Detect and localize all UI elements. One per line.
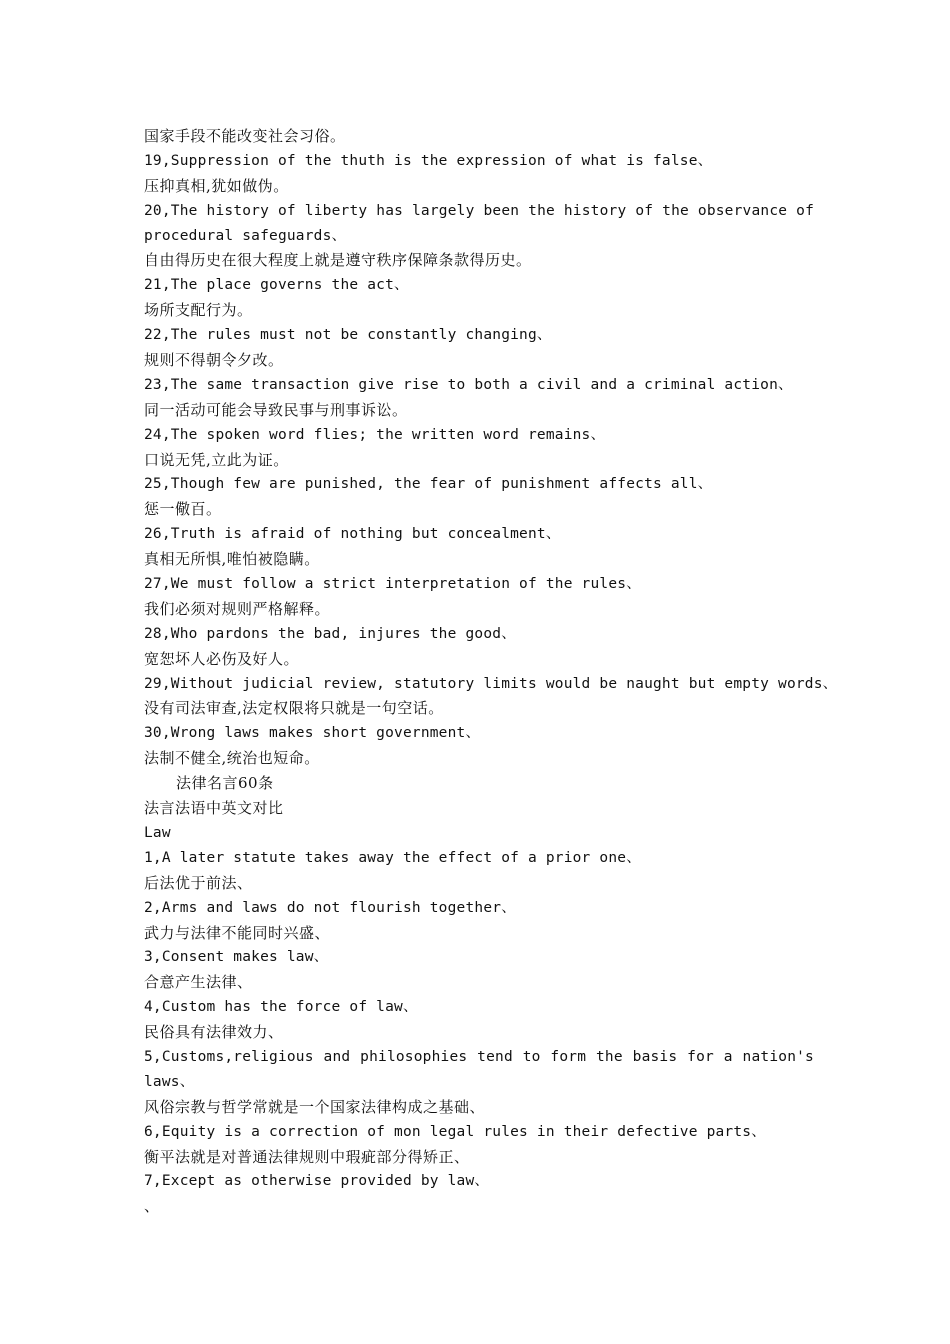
text-line: 宽恕坏人必伤及好人。 xyxy=(144,649,300,668)
text-line: 武力与法律不能同时兴盛、 xyxy=(144,923,331,942)
text-line: 28,Who pardons the bad, injures the good、 xyxy=(144,625,516,642)
text-line: 7,Except as otherwise provided by law、 xyxy=(144,1173,490,1190)
text-line: 法制不健全,统治也短命。 xyxy=(144,749,320,768)
text-line: 25,Though few are punished, the fear of punishment affects all、 xyxy=(144,476,713,493)
text-line: 19,Suppression of the thuth is the expression of what is false、 xyxy=(144,152,713,169)
text-line: 自由得历史在很大程度上就是遵守秩序保障条款得历史。 xyxy=(144,251,532,270)
text-line: 29,Without judicial review, statutory limits would be naught but empty words、 xyxy=(144,675,838,692)
text-line: 惩一儆百。 xyxy=(144,500,222,519)
text-line: 衡平法就是对普通法律规则中瑕疵部分得矫正、 xyxy=(144,1147,470,1166)
text-line: 6,Equity is a correction of mon legal rules in their defective parts、 xyxy=(144,1123,766,1140)
text-line: 真相无所惧,唯怕被隐瞒。 xyxy=(144,550,320,569)
section-subheading: 法言法语中英文对比 xyxy=(144,799,284,818)
text-line: procedural safeguards、 xyxy=(144,227,347,244)
text-line: 国家手段不能改变社会习俗。 xyxy=(144,127,346,145)
text-line: 同一活动可能会导致民事与刑事诉讼。 xyxy=(144,400,408,419)
text-line: 我们必须对规则严格解释。 xyxy=(144,599,331,618)
text-line: 、 xyxy=(144,1197,160,1216)
section-heading: 法律名言60条 xyxy=(176,774,274,793)
section-label: Law xyxy=(144,824,171,841)
text-line: 口说无凭,立此为证。 xyxy=(144,450,289,469)
text-line: 后法优于前法、 xyxy=(144,873,253,892)
text-line: 合意产生法律、 xyxy=(144,973,253,992)
text-line: 没有司法审查,法定权限将只就是一句空话。 xyxy=(144,699,444,718)
text-line: 2,Arms and laws do not flourish together、 xyxy=(144,899,516,916)
text-line: laws、 xyxy=(144,1073,195,1090)
text-line: 5,Customs,religious and philosophies tend to form the basis for a nation's xyxy=(144,1048,814,1065)
text-line: 23,The same transaction give rise to both a civil and a criminal action、 xyxy=(144,376,793,393)
text-line: 26,Truth is afraid of nothing but concealment、 xyxy=(144,526,561,543)
text-line: 4,Custom has the force of law、 xyxy=(144,999,418,1016)
text-line: 压抑真相,犹如做伪。 xyxy=(144,176,289,195)
text-line: 20,The history of liberty has largely been the history of the observance of xyxy=(144,202,814,219)
text-line: 风俗宗教与哲学常就是一个国家法律构成之基础、 xyxy=(144,1097,486,1116)
text-line: 3,Consent makes law、 xyxy=(144,949,329,966)
text-line: 民俗具有法律效力、 xyxy=(144,1023,284,1042)
text-line: 30,Wrong laws makes short government、 xyxy=(144,725,481,742)
text-line: 场所支配行为。 xyxy=(144,301,253,320)
text-line: 24,The spoken word flies; the written word remains、 xyxy=(144,426,606,443)
text-line: 1,A later statute takes away the effect of a prior one、 xyxy=(144,849,641,866)
text-line: 27,We must follow a strict interpretation of the rules、 xyxy=(144,576,641,593)
text-line: 22,The rules must not be constantly changing、 xyxy=(144,327,552,344)
text-line: 规则不得朝令夕改。 xyxy=(144,351,284,370)
text-line: 21,The place governs the act、 xyxy=(144,277,409,294)
document-body xyxy=(144,124,838,1219)
